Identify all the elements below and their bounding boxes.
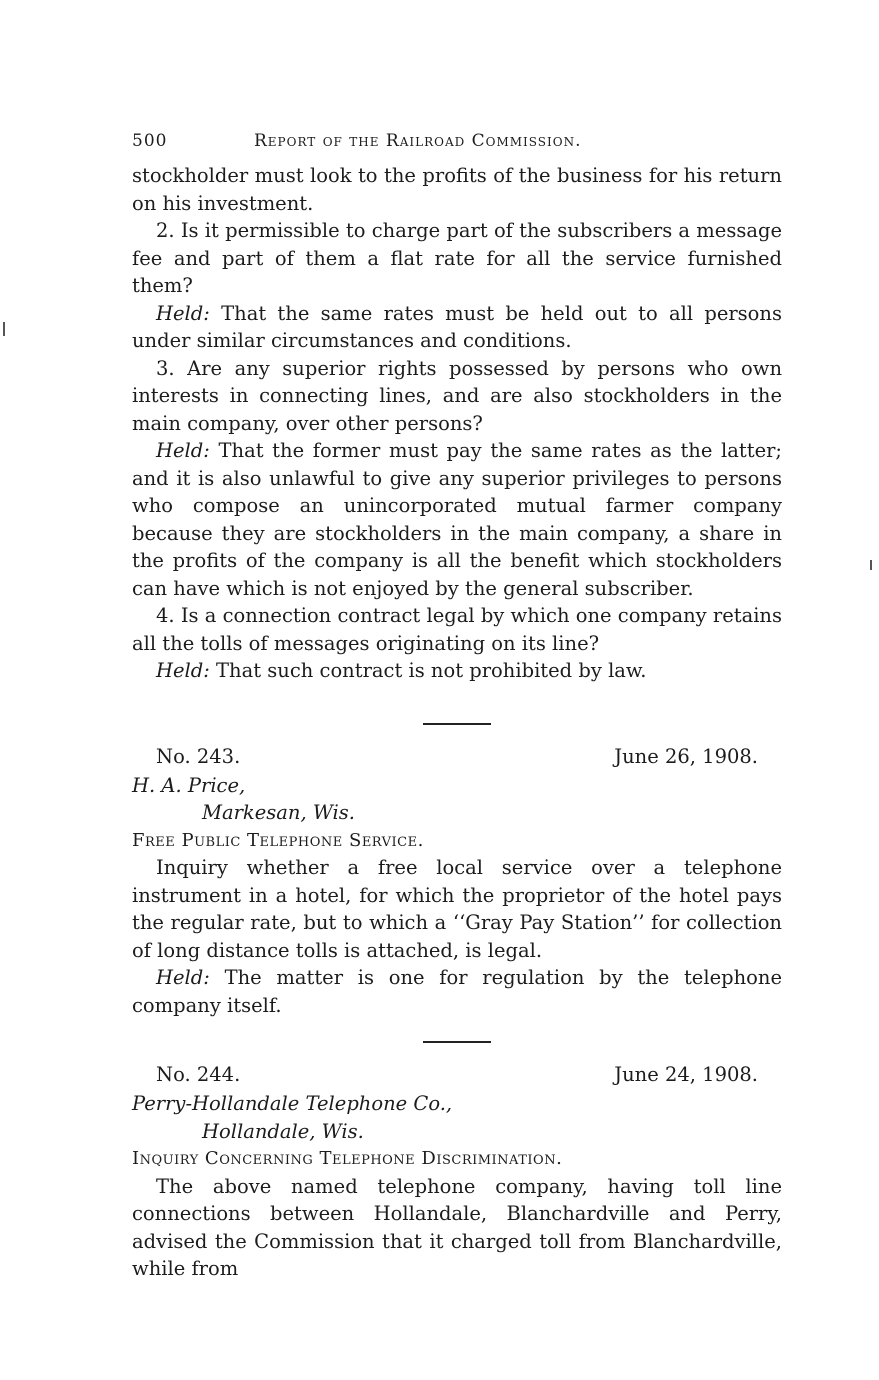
case-header [132, 745, 782, 772]
case-place: Hollandale, Wis. [202, 1119, 364, 1143]
case-number: No. 244. [156, 1063, 241, 1086]
paragraph-continuation: stockholder must look to the profits of the business for his return on his investment. [132, 164, 782, 215]
holding-text: The matter is one for regulation by the telephone company itself. [132, 966, 782, 1017]
question-4: 4. Is a connection contract legal by which one company retains all the tolls of messages originating on its line? [132, 604, 782, 655]
scan-speck [870, 560, 872, 570]
held-label: Held: [156, 439, 210, 462]
holding-text: That the former must pay the same rates as the latter; and it is also unlawful to give any superior privileges to persons who compose an unincorporated mutual farmer company because they are stockholders in the main company, a share in the profits of the company is all the benefit which stockholders can have which is not enjoyed by the general subscriber. [132, 439, 783, 600]
case-party: H. A. Price, [132, 773, 246, 797]
case-date: June 24, 1908. [614, 1063, 758, 1086]
case-number: No. 243. [156, 744, 241, 768]
holding-text: That the same rates must be held out to all persons under similar circumstances and conditions. [132, 301, 782, 352]
question-2: 2. Is it permissible to charge part of the subscribers a message fee and part of them a flat rate for all the service furnished them? [132, 219, 782, 297]
case-heading: Free Public Telephone Service. [132, 829, 424, 851]
question-3: 3. Are any superior rights possessed by persons who own interests in connecting lines, and are also stockholders in the main company, over other persons? [132, 356, 782, 435]
running-head [132, 128, 782, 162]
scan-speck [3, 322, 5, 336]
section-divider [423, 1041, 491, 1043]
case-date: June 26, 1908. [614, 744, 758, 768]
page-number: 500 [132, 131, 168, 151]
holding-3 [132, 437, 782, 602]
holding-4 [132, 657, 782, 685]
held-label: Held: [156, 659, 210, 682]
section-divider [423, 723, 491, 725]
case-place: Markesan, Wis. [202, 801, 356, 824]
holding-text: That such contract is not prohibited by law. [216, 659, 647, 682]
page [132, 128, 782, 1283]
case-heading: Inquiry Concerning Telephone Discrimination. [132, 1148, 563, 1169]
case-body: Inquiry whether a free local service over a telephone instrument in a hotel, for which the proprietor of the hotel pays the regular rate, but to which a ‘‘Gray Pay Station’’ for collection of long distance tolls is attached, is legal. [132, 856, 782, 962]
held-label: Held: [156, 301, 210, 325]
holding-2 [132, 300, 782, 355]
held-label: Held: [156, 966, 210, 989]
case-holding [132, 964, 782, 1019]
case-party: Perry-Hollandale Telephone Co., [132, 1092, 453, 1115]
case-header [132, 1063, 782, 1090]
running-title: Report of the Railroad Commission. [254, 131, 582, 151]
case-body: The above named telephone company, having toll line connections between Hollandale, Blanchardville and Perry, advised the Commission that it charged toll from Blanchardville, while from [132, 1174, 782, 1280]
